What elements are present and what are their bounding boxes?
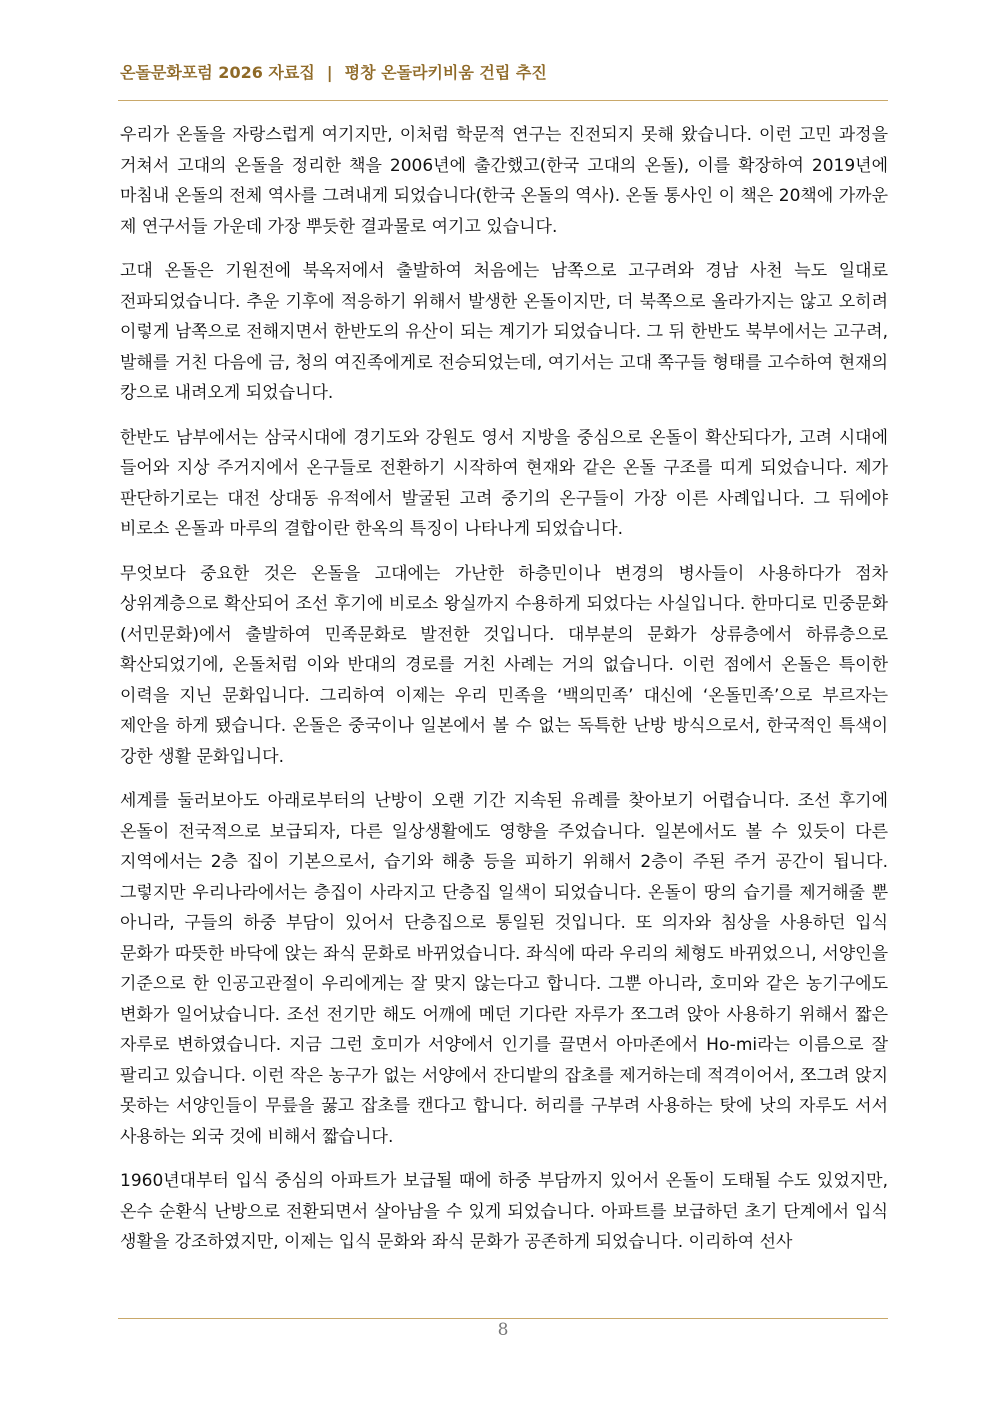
- footer-divider: [118, 1318, 888, 1319]
- paragraph: 한반도 남부에서는 삼국시대에 경기도와 강원도 영서 지방을 중심으로 온돌이 확산되다가, 고려 시대에 들어와 지상 주거지에서 온구들로 전환하기 시작하여 현재와 같은 온돌 구조를 띠게 되었습니다. 제가 판단하기로는 대전 상대동 유적에서 발굴된 고려 중기의 온구들이 가장 이른 사례입니다. 그 뒤에야 비로소 온돌과 마루의 결합이란 한옥의 특징이 나타나게 되었습니다.: [120, 427, 888, 539]
- paragraph: 세계를 둘러보아도 아래로부터의 난방이 오랜 기간 지속된 유례를 찾아보기 어렵습니다. 조선 후기에 온돌이 전국적으로 보급되자, 다른 일상생활에도 영향을 주었습니다. 일본에서도 볼 수 있듯이 다른 지역에서는 2층 집이 기본으로서, 습기와 해충 등을 피하기 위해서 2층이 주된 주거 공간이 됩니다. 그렇지만 우리나라에서는 층집이 사라지고 단층집 일색이 되었습니다. 온돌이 땅의 습기를 제거해줄 뿐 아니라, 구들의 하중 부담이 있어서 단층집으로 통일된 것입니다. 또 의자와 침상을 사용하던 입식 문화가 따뜻한 바닥에 앉는 좌식 문화로 바뀌었습니다. 좌식에 따라 우리의 체형도 바뀌었으니, 서양인을 기준으로 한 인공고관절이 우리에게는 잘 맞지 않는다고 합니다. 그뿐 아니라, 호미와 같은 농기구에도 변화가 일어났습니다. 조선 전기만 해도 어깨에 메던 기다란 자루가 쪼그려 앉아 사용하기 위해서 짧은 자루로 변하였습니다. 지금 그런 호미가 서양에서 인기를 끌면서 아마존에서 Ho-mi라는 이름으로 잘 팔리고 있습니다. 이런 작은 농구가 없는 서양에서 잔디밭의 잡초를 제거하는데 적격이어서, 쪼그려 앉지 못하는 서양인들이 무릎을 꿇고 잡초를 캔다고 합니다. 허리를 구부려 사용하는 탓에 낫의 자루도 서서 사용하는 외국 것에 비해서 짧습니다.: [120, 791, 888, 1147]
- paragraph: 우리가 온돌을 자랑스럽게 여기지만, 이처럼 학문적 연구는 진전되지 못해 왔습니다. 이런 고민 과정을 거쳐서 고대의 온돌을 정리한 책을 2006년에 출간했고(한국 고대의 온돌), 이를 확장하여 2019년에 마침내 온돌의 전체 역사를 그려내게 되었습니다(한국 온돌의 역사). 온돌 통사인 이 책은 20책에 가까운 제 연구서들 가운데 가장 뿌듯한 결과물로 여기고 있습니다.: [120, 125, 888, 237]
- header-divider: [118, 100, 888, 101]
- publication-title: 온돌문화포럼 2026 자료집: [120, 63, 315, 82]
- running-header: [120, 60, 547, 83]
- body-text: [120, 120, 888, 1272]
- header-separator: |: [326, 63, 333, 82]
- paragraph: 고대 온돌은 기원전에 북옥저에서 출발하여 처음에는 남쪽으로 고구려와 경남 사천 늑도 일대로 전파되었습니다. 추운 기후에 적응하기 위해서 발생한 온돌이지만, 더 북쪽으로 올라가지는 않고 오히려 이렇게 남쪽으로 전해지면서 한반도의 유산이 되는 계기가 되었습니다. 그 뒤 한반도 북부에서는 고구려, 발해를 거친 다음에 금, 청의 여진족에게로 전승되었는데, 여기서는 고대 쪽구들 형태를 고수하여 현재의 캉으로 내려오게 되었습니다.: [120, 261, 888, 403]
- page-number: 8: [497, 1320, 509, 1340]
- paragraph: 무엇보다 중요한 것은 온돌을 고대에는 가난한 하층민이나 변경의 병사들이 사용하다가 점차 상위계층으로 확산되어 조선 후기에 비로소 왕실까지 수용하게 되었다는 사실입니다. 한마디로 민중문화(서민문화)에서 출발하여 민족문화로 발전한 것입니다. 대부분의 문화가 상류층에서 하류층으로 확산되었기에, 온돌처럼 이와 반대의 경로를 거친 사례는 거의 없습니다. 이런 점에서 온돌은 특이한 이력을 지닌 문화입니다. 그리하여 이제는 우리 민족을 ‘백의민족’ 대신에 ‘온돌민족’으로 부르자는 제안을 하게 됐습니다. 온돌은 중국이나 일본에서 볼 수 없는 독특한 난방 방식으로서, 한국적인 특색이 강한 생활 문화입니다.: [120, 563, 888, 767]
- section-title: 평창 온돌라키비움 건립 추진: [344, 63, 547, 82]
- paragraph: 1960년대부터 입식 중심의 아파트가 보급될 때에 하중 부담까지 있어서 온돌이 도태될 수도 있었지만, 온수 순환식 난방으로 전환되면서 살아남을 수 있게 되었습니다. 아파트를 보급하던 초기 단계에서 입식 생활을 강조하였지만, 이제는 입식 문화와 좌식 문화가 공존하게 되었습니다. 이리하여 선사: [120, 1171, 888, 1252]
